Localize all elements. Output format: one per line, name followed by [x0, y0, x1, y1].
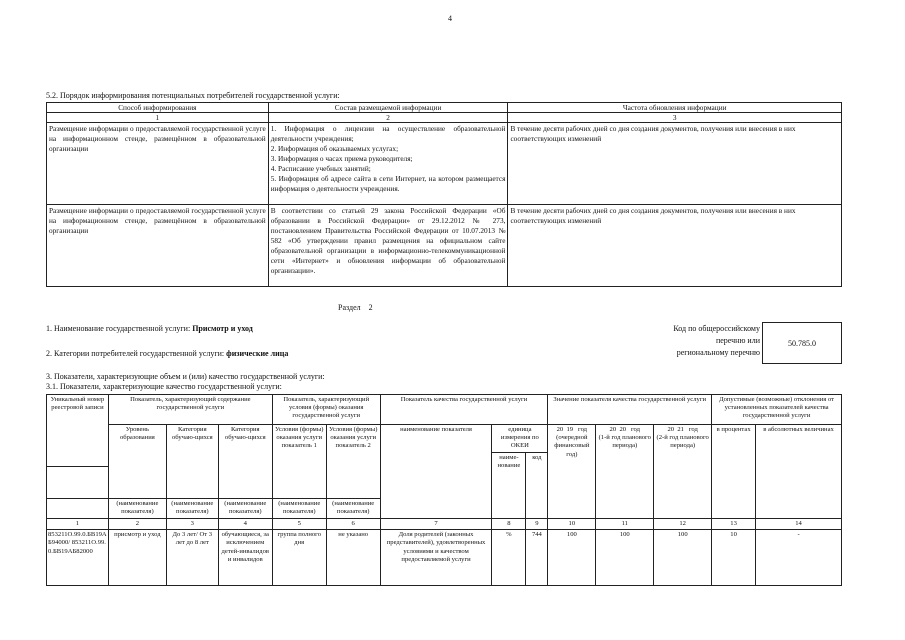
indicator-name-caption: (наименование показателя) — [108, 499, 166, 519]
page-number: 4 — [448, 14, 452, 23]
cell-absolute: - — [756, 530, 842, 586]
content-line: 4. Расписание учебных занятий; — [270, 164, 371, 173]
col-number: 3 — [166, 519, 218, 530]
col-number: 10 — [548, 519, 596, 530]
year-caption: (очередной финансовый год) — [554, 434, 590, 458]
frequency-cell: В течение десяти рабочих дней со дня создания документов, получения или внесения в них соответствующих изменений — [508, 205, 842, 287]
consumer-category — [46, 349, 288, 358]
service-name-value: Присмотр и уход — [192, 324, 253, 333]
col-number: 5 — [272, 519, 326, 530]
header-frequency: Частота обновления информации — [508, 103, 842, 113]
frequency-cell: В течение десяти рабочих дней со дня создания документов, получения или внесения в них соответствующих изменений — [508, 123, 842, 205]
code-value: 50.785.0 — [788, 338, 816, 348]
header-unit: единица измерения по ОКЕИ — [492, 425, 548, 453]
header-absolute: в абсолютных величинах — [756, 425, 842, 519]
col-number: 14 — [756, 519, 842, 530]
header-unique-number: Уникальный номер реестровой записи — [47, 395, 109, 467]
cell-percent: 10 — [712, 530, 756, 586]
header-level: Уровень образования — [108, 425, 166, 499]
cell-content: присмотр и уход — [108, 530, 166, 586]
table-row — [47, 205, 842, 287]
information-table — [46, 102, 842, 287]
header-condition-1: Условия (формы) оказания услуги показатель 1 — [272, 425, 326, 499]
header-year-2 — [596, 425, 654, 519]
header-values: Значение показателя качества государственной услуги — [548, 395, 712, 425]
cell-level: До 3 лет/ От 3 лет до 8 лет — [166, 530, 218, 586]
header-content: Состав размещаемой информации — [268, 103, 508, 113]
section-5-2-title: 5.2. Порядок информирования потенциальных потребителей государственной услуги: — [46, 91, 340, 100]
cell-unit-name: % — [492, 530, 526, 586]
content-cell — [268, 123, 508, 205]
header-content-indicator: Показатель, характеризующий содержание государственной услуги — [108, 395, 272, 425]
code-label-line: перечню или — [715, 336, 760, 345]
year-label: 20 19 год — [556, 426, 588, 433]
content-line: 5. Информация об адресе сайта в сети Интернет, на котором размещается информация о деятельности учреждения. — [270, 174, 506, 193]
year-label: 20 20 год — [609, 426, 640, 433]
consumer-category-value: физические лица — [226, 349, 289, 358]
year-caption: (1-й год планового периода) — [598, 434, 651, 450]
cell-year-2: 100 — [596, 530, 654, 586]
col-number: 2 — [108, 519, 166, 530]
cell-condition-2: не указано — [326, 530, 380, 586]
header-unique-blank-2 — [47, 499, 109, 519]
col-number: 1 — [47, 519, 109, 530]
col-number: 6 — [326, 519, 380, 530]
header-percent: в процентах — [712, 425, 756, 519]
header-indicator-name: наименование показателя — [380, 425, 492, 519]
code-label-line: региональному перечню — [676, 348, 760, 357]
cell-condition-1: группа полного дня — [272, 530, 326, 586]
table-row — [47, 123, 842, 205]
header-quality-indicator: Показатель качества государственной услуги — [380, 395, 548, 425]
indicator-name-caption: (наименование показателя) — [218, 499, 272, 519]
col-number: 12 — [654, 519, 712, 530]
col-number: 11 — [596, 519, 654, 530]
header-deviation: Допустимые (возможные) отклонения от установленных показателей качества государственной услуги — [712, 395, 842, 425]
content-line: 3. Информация о часах приема руководителя; — [270, 154, 413, 163]
col-number: 13 — [712, 519, 756, 530]
section-title: Раздел 2 — [338, 303, 373, 312]
indicator-name-caption: (наименование показателя) — [166, 499, 218, 519]
col-number: 4 — [218, 519, 272, 530]
service-name-label: 1. Наименование государственной услуги: — [46, 324, 193, 333]
col-number-2: 2 — [268, 113, 508, 123]
service-name — [46, 324, 253, 333]
consumer-category-label: 2. Категории потребителей государственной услуги: — [46, 349, 227, 358]
indicator-name-caption: (наименование показателя) — [326, 499, 380, 519]
year-label: 20 21 год — [667, 426, 698, 433]
cell-unique: 853211О.99.0.БВ19АБ94000/ 853211О.99.0.БВ19АБ82000 — [47, 530, 109, 586]
header-year-3 — [654, 425, 712, 519]
header-unit-code: код — [526, 453, 548, 519]
header-unit-name: наиме-нование — [492, 453, 526, 519]
table-row — [47, 530, 842, 586]
col-number: 7 — [380, 519, 492, 530]
cell-unit-code: 744 — [526, 530, 548, 586]
method-cell: Размещение информации о предоставляемой государственной услуге на информационном стенде, размещённом в образовательной организации — [47, 205, 269, 287]
header-method: Способ информирования — [47, 103, 269, 113]
content-line: 2. Информация об оказываемых услугах; — [270, 144, 399, 153]
indicator-name-caption: (наименование показателя) — [272, 499, 326, 519]
method-cell: Размещение информации о предоставляемой государственной услуге на информационном стенде, размещённом в образовательной организации — [47, 123, 269, 205]
cell-year-1: 100 — [548, 530, 596, 586]
header-category-2: Категория обучаю-щихся — [218, 425, 272, 499]
code-label — [600, 323, 760, 359]
year-caption: (2-й год планового периода) — [656, 434, 709, 450]
header-year-1 — [548, 425, 596, 519]
col-number: 9 — [526, 519, 548, 530]
cell-year-3: 100 — [654, 530, 712, 586]
header-conditions-indicator: Показатель, характеризующий условия (формы) оказания государственной услуги — [272, 395, 380, 425]
code-box — [762, 322, 842, 364]
content-line: 1. Информация о лицензии на осуществление образовательной деятельности учреждения; — [270, 124, 506, 143]
item-3-1: 3.1. Показатели, характеризующие качество государственной услуги: — [46, 382, 282, 391]
header-category: Категория обучаю-щихся — [166, 425, 218, 499]
content-cell: В соответствии со статьей 29 закона Российской Федерации «Об образовании в Российской Федерации» от 29.12.2012 № 273, постановлением Правительства Российской Федерации от 10.07.2013 № 582 «Об утверждении правил размещения на официальном сайте образовательной организации в информационно-телекоммуникационной сети «Интернет» и обновления информации об образовательной организации». — [268, 205, 508, 287]
quality-table — [46, 394, 842, 586]
code-label-line: Код по общероссийскому — [673, 324, 760, 333]
cell-category: обучающиеся, за исключением детей-инвалидов и инвалидов — [218, 530, 272, 586]
item-3: 3. Показатели, характеризующие объем и (или) качество государственной услуги: — [46, 372, 325, 381]
header-condition-2: Условия (формы) оказания услуги показатель 2 — [326, 425, 380, 499]
cell-indicator: Доля родителей (законных представителей), удовлетворенных условиями и качеством предоставляемой услуги — [380, 530, 492, 586]
header-unique-blank — [47, 467, 109, 499]
col-number: 8 — [492, 519, 526, 530]
col-number-1: 1 — [47, 113, 269, 123]
col-number-3: 3 — [508, 113, 842, 123]
